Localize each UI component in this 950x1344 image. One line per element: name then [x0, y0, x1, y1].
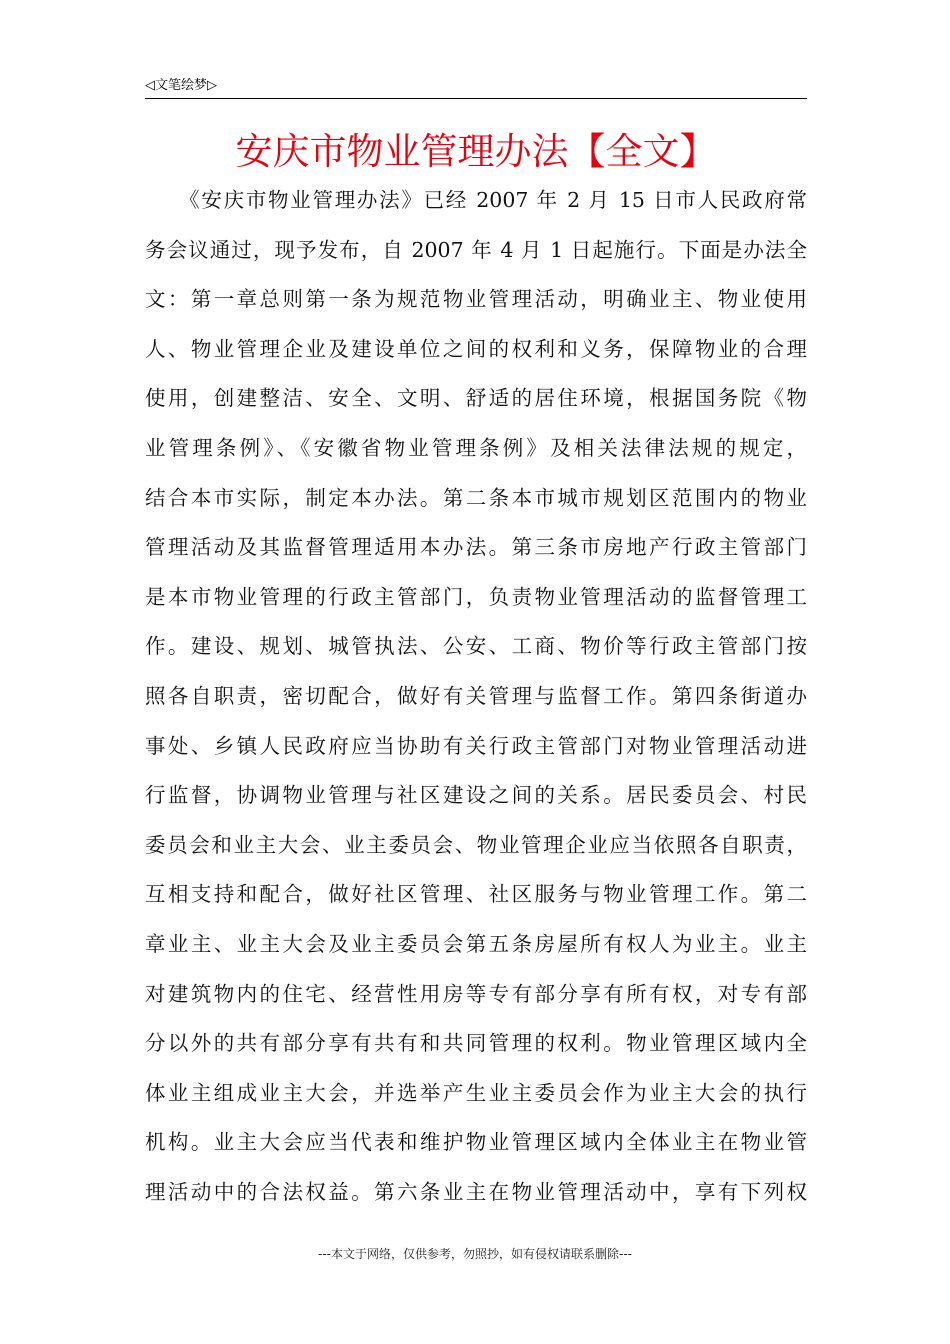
body-line: 结合本市实际，制定本办法。第二条本市城市规划区范围内的物业	[145, 485, 807, 510]
body-line: 业管理条例》、《安徽省物业管理条例》及相关法律法规的规定，	[145, 435, 807, 460]
body-line: 作。建设、规划、城管执法、公安、工商、物价等行政主管部门按	[145, 634, 807, 659]
document-body	[145, 176, 810, 1217]
body-line: 对建筑物内的住宅、经营性用房等专有部分享有所有权，对专有部	[145, 981, 807, 1006]
body-line: 分以外的共有部分享有共有和共同管理的权利。物业管理区域内全	[145, 1031, 807, 1056]
body-line: 文：第一章总则第一条为规范物业管理活动，明确业主、物业使用	[145, 287, 807, 312]
header-brand: ◁文笔绘梦▷	[145, 78, 217, 93]
body-line: 照各自职责，密切配合，做好有关管理与监督工作。第四条街道办	[145, 683, 807, 708]
body-line: 互相支持和配合，做好社区管理、社区服务与物业管理工作。第二	[145, 882, 807, 907]
page-footer: ---本文于网络，仅供参考，勿照抄，如有侵权请联系删除---	[318, 1247, 632, 1261]
body-line: 管理活动及其监督管理适用本办法。第三条市房地产行政主管部门	[145, 535, 807, 560]
body-line: 章业主、业主大会及业主委员会第五条房屋所有权人为业主。业主	[145, 931, 807, 956]
document-title: 安庆市物业管理办法【全文】	[235, 130, 717, 173]
body-line: 是本市物业管理的行政主管部门，负责物业管理活动的监督管理工	[145, 584, 807, 609]
body-line: 委员会和业主大会、业主委员会、物业管理企业应当依照各自职责，	[145, 832, 807, 857]
body-line: 体业主组成业主大会，并选举产生业主委员会作为业主大会的执行	[145, 1080, 807, 1105]
body-line: 理活动中的合法权益。第六条业主在物业管理活动中，享有下列权	[145, 1179, 807, 1204]
body-line: 务会议通过，现予发布，自 2007 年 4 月 1 日起施行。下面是办法全	[145, 237, 807, 262]
page-header	[145, 72, 807, 99]
body-line: 行监督，协调物业管理与社区建设之间的关系。居民委员会、村民	[145, 783, 807, 808]
body-line: 人、物业管理企业及建设单位之间的权利和义务，保障物业的合理	[145, 336, 807, 361]
body-line: 《安庆市物业管理办法》已经 2007 年 2 月 15 日市人民政府常	[145, 188, 807, 212]
body-line: 使用，创建整洁、安全、文明、舒适的居住环境，根据国务院《物	[145, 386, 807, 411]
body-line: 机构。业主大会应当代表和维护物业管理区域内全体业主在物业管	[145, 1130, 807, 1155]
body-line: 事处、乡镇人民政府应当协助有关行政主管部门对物业管理活动进	[145, 733, 807, 758]
